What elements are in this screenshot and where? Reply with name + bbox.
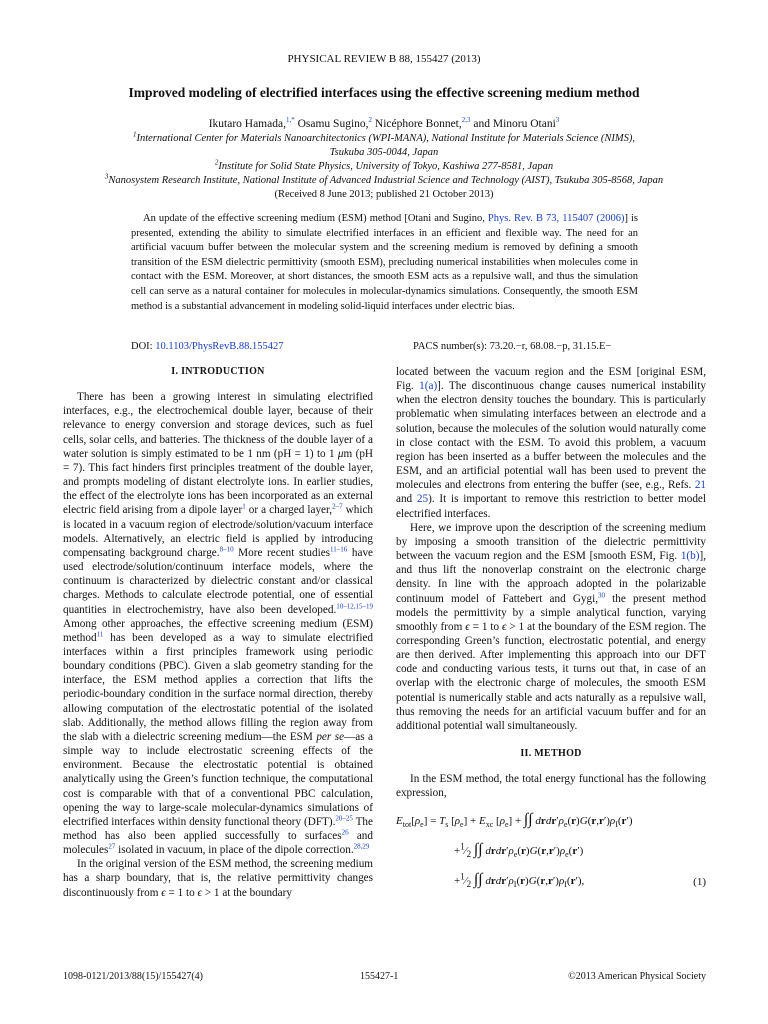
affiliation-1: $^1$International Center for Materials Nanoarchitectonics (WPI-MANA), National Institute for Materials Science (NIMS),	[132, 130, 636, 144]
method-paragraph-1: In the ESM method, the total energy functional has the following expression,	[396, 773, 706, 800]
section-heading-introduction: I. INTRODUCTION	[171, 366, 265, 377]
abstract: An update of the effective screening medium (ESM) method [Otani and Sugino, Phys. Rev. B 73, 115407 (2006)] is presented, extending the ability to simulate electrified interfaces in an efficient and flexible way. The need for an artificial vacuum buffer between the molecular system and the screening medium is removed by defining a smooth transition of the ESM dielectric permittivity (smooth ESM), precluding numerical instabilities when molecules come in contact with the ESM. Moreover, at short distances, the smooth ESM acts as a repulsive wall, and thus the simulation cell can serve as a natural container for molecules in molecular-dynamics simulations. Consequently, the smooth ESM method is a substantial advancement in modeling solid-liquid interfaces under electric bias.	[131, 213, 639, 312]
intro-paragraph-2-cont: located between the vacuum region and the ESM [original ESM, Fig. 1(a)]. The discontinuous change causes numerical instability when the electron density touches the boundary. This is particularly problematic when simulating interfaces between an electrode and a solution, because the molecules of the solution would naturally come in close contact with the ESM. To avoid this problem, a vacuum region has been inserted as a buffer between the molecules and the ESM, and an artificial potential wall has been used to prevent the molecules and electrons from entering the buffer (see, e.g., Refs. 21 and 25). It is important to remove this restriction to better model electrified interfaces.	[396, 366, 706, 520]
footer-copyright: ©2013 American Physical Society	[568, 971, 706, 982]
affiliation-2: $^2$Institute for Solid State Physics, University of Tokyo, Kashiwa 277-8581, Japan	[214, 158, 554, 172]
footer-issn: 1098-0121/2013/88(15)/155427(4)	[63, 971, 203, 982]
intro-paragraph-2: In the original version of the ESM method, the screening medium has a sharp boundary, that is, the relative permittivity changes discontinuously from ϵ = 1 to ϵ > 1 at the boundary	[63, 858, 373, 899]
abstract-reference-link[interactable]: Phys. Rev. B 73, 115407 (2006)	[487, 213, 625, 224]
affiliation-1-cont: Tsukuba 305-0044, Japan	[329, 147, 439, 158]
footer-page-number: 155427-1	[360, 971, 399, 982]
journal-header: PHYSICAL REVIEW B 88, 155427 (2013)	[287, 53, 481, 65]
doi-link[interactable]: 10.1103/PhysRevB.88.155427	[155, 341, 284, 352]
author-block	[40, 117, 728, 202]
section-heading-method: II. METHOD	[520, 748, 582, 760]
equation-number: (1)	[693, 875, 706, 888]
pacs-numbers: PACS number(s): 73.20.−r, 68.08.−p, 31.15.E−	[413, 341, 612, 352]
affiliation-3: $^3$Nanosystem Research Institute, National Institute of Advanced Industrial Science and Technology (AIST), Tsukuba 305-8568, Japan	[104, 172, 664, 186]
received-date: (Received 8 June 2013; published 21 October 2013)	[274, 189, 494, 200]
equation-1: $E_{tot}[\rho_e] = T_s$ $[\rho_e] + E_{xc}$ $[\rho_e]$ + ∫∫ $drdr'\rho_e(r)G(r,r')\rho_I(r')$ $+^1⁄_2$ ∫∫ $drdr'\rho_e(r)G(r,r')\rho_e(r')$ $+^1⁄_2$ ∫∫ $drdr'\rho_I(r)G(r,r')\rho_I(r')$, (1)	[396, 810, 706, 889]
author-list: Ikutaro Hamada,$^{1,*}$ Osamu Sugino,$^2$ Nicéphore Bonnet,$^{2,3}$ and Minoru Otani$^3$	[208, 116, 560, 130]
intro-paragraph-3: Here, we improve upon the description of the screening medium by imposing a smooth transition of the dielectric permittivity between the vacuum region and the ESM [smooth ESM, Fig. 1(b)], and thus lift the nonoverlap constraint on the electronic charge density. In line with the approach adopted in the polarizable continuum model of Fattebert and Gygi,$^{30}$ the present method models the permittivity by a simple analytical function, varying smoothly from ϵ = 1 to ϵ > 1 at the boundary of the ESM region. The corresponding Green’s function, electrostatic potential, and energy are then derived. After implementing this approach into our DFT code and conducting various tests, it turns out that, in case of an overlap with the electronic charge of molecules, the smooth ESM potential is numerically stable and acts naturally as a repulsive wall, thus removing the needs for an artificial vacuum buffer and for an additional potential wall simultaneously.	[396, 521, 706, 732]
right-column	[396, 365, 706, 909]
doi: DOI: 10.1103/PhysRevB.88.155427	[131, 341, 284, 352]
paper-title: Improved modeling of electrified interfaces using the effective screening medium method	[128, 85, 640, 100]
intro-paragraph-1: There has been a growing interest in simulating electrified interfaces, e.g., the electrochemical double layer, because of their relevance to energy conversion and storage devices, such as fuel cells, solar cells, and batteries. The thickness of the double layer of a water solution is simply estimated to be 1 nm (pH = 1) to 1 μm (pH = 7). This fact hinders first principles treatment of the double layer, and prompts modeling of distant electrolyte ions. In earlier studies, the effect of the electrolyte ions has been incorporated as an external electric field arising from a dipole layer$^1$ or a charged layer,$^{2-7}$ which is located in a vacuum region of electrode/solution/vacuum interface models. Alternatively, an electric field is applied by introducing compensating background charge.$^{8-10}$ More recent studies$^{11-16}$ have used electrode/solution/continuum interface models, where the continuum is characterized by dielectric constant and/or classical charges. Methods to calculate electrode potential, one of essential quantities in electrochemistry, have also been developed.$^{10-12,15-19}$ Among other approaches, the effective screening medium (ESM) method$^{11}$ has been developed as a way to simulate electrified interfaces within a first principles framework using periodic boundary conditions (PBC). Given a slab geometry standing for the interface, the ESM method applies a correction that lifts the periodic-boundary condition in the surface normal direction, thereby allowing computation of the electrostatic potential of the isolated slab. Additionally, the method allows filling the region away from the slab with a dielectric screening medium—the ESM per se—as a simple way to include electrostatic screening effects of the environment. Because the electrostatic potential is obtained analytically using the Green’s function technique, the computational cost is comparable with that of a conventional PBC calculation, opening the way to large-scale molecular-dynamics simulations of electrified interfaces within density functional theory (DFT).$^{20-25}$ The method has also been applied successfully to surfaces$^{26}$ and molecules$^{27}$ isolated in vacuum, in place of the dipole correction.$^{28,29}$	[63, 391, 374, 857]
left-column	[63, 365, 373, 900]
